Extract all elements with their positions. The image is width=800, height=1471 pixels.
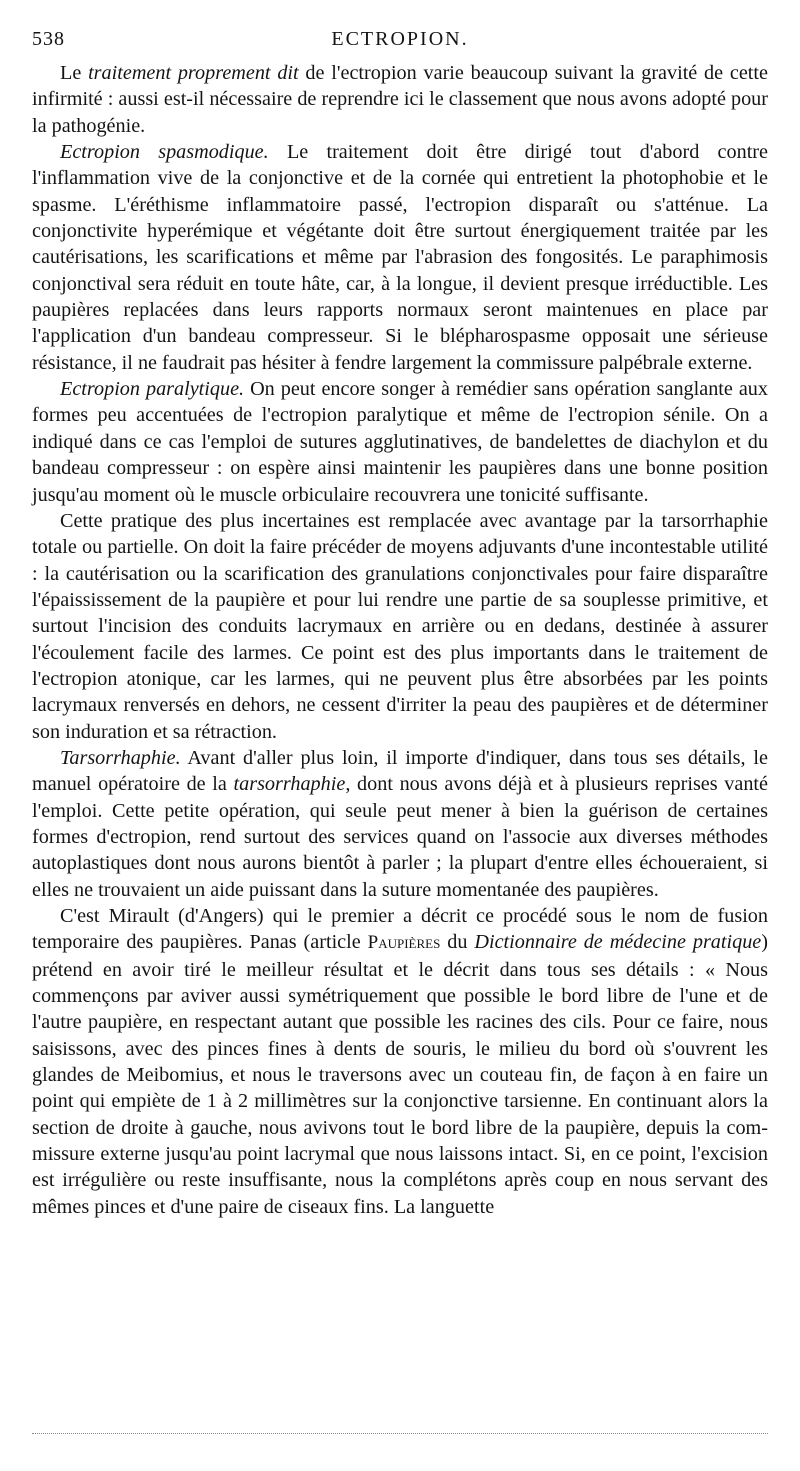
text-run: Le xyxy=(60,62,89,84)
italic-run: Ectropion spasmodique. xyxy=(60,141,269,164)
text-run: On peut encore songer à remédier sans opération sanglante aux formes peu accentuées de l'ectropion paralytique et même de l'ectropion sénile. On a indiqué dans ce cas l'emploi de sutures agglutinatives, de bandelettes de diachylon et du bandeau compresseur : on espère ainsi maintenir les paupières dans une bonne position jusqu'au moment où le muscle orbiculaire recouvrera une tonicité suffisante. xyxy=(32,378,768,506)
paragraph-tarsorrhaphie-pratique xyxy=(32,508,768,745)
small-caps-run: Paupières xyxy=(367,932,441,954)
text-run: de l'ectropion varie beaucoup suivant la gravité de cette infirmité : aussi est-il nécessaire de reprendre ici le classement que nous avons adopté pour la pathogénie. xyxy=(32,62,768,137)
text-run: Avant d'aller plus loin, il importe d'indiquer, dans tous ses détails, le manuel opératoire de la xyxy=(32,746,768,796)
italic-run: Tarsorrhaphie. xyxy=(60,746,181,769)
italic-run: Ectropion paralytique. xyxy=(60,378,245,401)
paragraph-traitement xyxy=(32,60,768,139)
italic-run: tarsorrhaphie xyxy=(233,773,346,796)
text-run: , dont nous avons déjà et à plusieurs reprises vanté l'emploi. Cette petite opération, qui seule peut mener à bien la guérison de certaines formes d'ectropion, rend surtout des services quand on l'associe aux diverses méthodes autoplastiques dont nous aurons bientôt à parler ; la plupart d'entre elles échoueraient, si elles ne trouvaient un aide puissant dans la suture momentanée des paupières. xyxy=(32,773,768,901)
paragraph-ectropion-spasmodique xyxy=(32,139,768,376)
text-run: Cette pratique des plus incertaines est remplacée avec avantage par la tarsorrhaphie totale ou partielle. On doit la faire précéder de moyens adjuvants d'une incontestable utilité : la cautérisation ou la scarification des granulations conjonctivales pour faire disparaître l'épaississement de la paupière et pour lui rendre une partie de sa souplesse primitive, et surtout l'incision des conduits lacrymaux en arrière ou en dedans, destinée à assurer l'écoulement facile des larmes. Ce point est des plus importants dans le traitement de l'ectropion atonique, car les larmes, qui ne peuvent plus être absorbées par les points lacrymaux renversés en dehors, ne cessent d'irriter la peau des paupières et de déterminer son induration et sa rétraction. xyxy=(32,509,768,743)
text-run: du xyxy=(440,931,475,954)
book-page xyxy=(32,26,768,1220)
paragraph-ectropion-paralytique xyxy=(32,376,768,508)
text-run: C'est Mirault (d'Angers) qui le premier a décrit ce procédé sous le nom de fusion temporaire des paupières. Panas (article xyxy=(32,905,768,954)
paragraph-tarsorrhaphie xyxy=(32,745,768,903)
page-number: 538 xyxy=(32,28,65,50)
italic-run: Dictionnaire de médecine pratique xyxy=(474,931,762,954)
text-run: Le traitement doit être dirigé tout d'abord contre l'inflammation vive de la conjonctive et de la cornée qui entretient la photophobie et le spasme. L'éréthisme inflammatoire passé, l'ectropion disparaît ou s'atténue. La conjonctivite hyperémique et végétante doit être surtout énergiquement traitée par les cautérisations, les scarifications et même par l'abrasion des fongosités. Le paraphimosis conjonctival sera réduit en toute hâte, car, à la longue, il devient presque irréductible. Les paupières replacées dans leurs rapports normaux seront maintenues en place par l'application d'un bandeau compresseur. Si le blépharospasme opposait une sérieuse résistance, il ne faudrait pas hésiter à fendre largement la commissure palpébrale externe. xyxy=(32,141,768,374)
page-header xyxy=(32,26,768,56)
running-title: ECTROPION. xyxy=(331,28,469,50)
body-text xyxy=(32,60,768,1220)
footer-dotted-rule xyxy=(32,1433,768,1434)
paragraph-mirault-procede xyxy=(32,903,768,1220)
text-run: ) prétend en avoir tiré le meilleur résultat et le décrit dans tous ses détails : « Nous commençons par aviver aussi symétriquement que possible le bord libre de l'une et de l'autre paupière, en respectant autant que possible les racines des cils. Pour ce faire, nous saisissons, avec des pinces fines à dents de souris, le milieu du bord où s'ouvrent les glandes de Meibomius, et nous le traversons avec un couteau fin, de façon à en faire un point qui empiète de 1 à 2 millimètres sur la conjonctive tarsienne. En continuant alors la section de droite à gauche, nous avivons tout le bord libre de la paupière, depuis la commissure externe jusqu'au point lacrymal que nous laissons intact. Si, en ce point, l'excision est irrégulière ou reste insuffisante, nous la complétons après coup en nous servant des mêmes pinces et d'une paire de ciseaux fins. La languette xyxy=(32,931,768,1218)
italic-run: traitement proprement dit xyxy=(88,62,299,84)
